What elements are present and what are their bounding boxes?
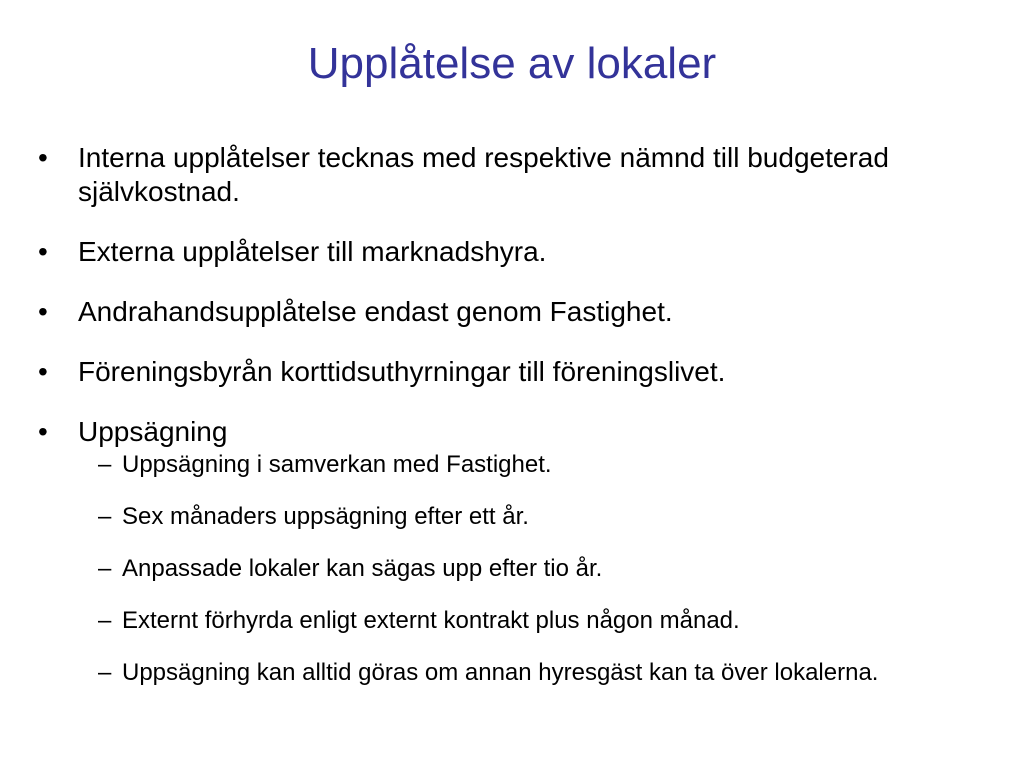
bullet-list xyxy=(38,141,958,711)
sub-bullet-item xyxy=(98,503,958,531)
sub-bullet-text: Anpassade lokaler kan sägas upp efter tio år. xyxy=(122,555,603,582)
sub-bullet-item xyxy=(98,451,958,479)
bullet-item xyxy=(38,355,958,389)
bullet-text: Uppsägning xyxy=(78,416,228,447)
bullet-item xyxy=(38,415,958,449)
bullet-item xyxy=(38,235,958,269)
bullet-item xyxy=(38,295,958,329)
sub-bullet-item xyxy=(98,555,958,583)
bullet-marker: • xyxy=(38,416,48,447)
bullet-text: Interna upplåtelser tecknas med respektive nämnd till budgeterad självkostnad. xyxy=(78,142,889,207)
bullet-marker: • xyxy=(38,236,48,267)
sub-bullet-text: Externt förhyrda enligt externt kontrakt plus någon månad. xyxy=(122,607,740,634)
sub-bullet-list xyxy=(38,451,958,687)
bullet-marker: • xyxy=(38,356,48,387)
sub-bullet-marker: – xyxy=(98,659,112,686)
bullet-text: Andrahandsupplåtelse endast genom Fastighet. xyxy=(78,296,673,327)
bullet-marker: • xyxy=(38,296,48,327)
sub-bullet-text: Uppsägning i samverkan med Fastighet. xyxy=(122,451,552,478)
bullet-text: Externa upplåtelser till marknadshyra. xyxy=(78,236,547,267)
sub-bullet-marker: – xyxy=(98,451,112,478)
sub-bullet-item xyxy=(98,607,958,635)
sub-bullet-marker: – xyxy=(98,555,112,582)
sub-bullet-text: Uppsägning kan alltid göras om annan hyresgäst kan ta över lokalerna. xyxy=(122,659,879,686)
sub-bullet-text: Sex månaders uppsägning efter ett år. xyxy=(122,503,529,530)
bullet-marker: • xyxy=(38,142,48,173)
sub-bullet-marker: – xyxy=(98,503,112,530)
slide-title: Upplåtelse av lokaler xyxy=(307,39,717,88)
bullet-item xyxy=(38,141,958,209)
bullet-text: Föreningsbyrån korttidsuthyrningar till föreningslivet. xyxy=(78,356,726,387)
sub-bullet-marker: – xyxy=(98,607,112,634)
sub-bullet-item xyxy=(98,659,958,687)
